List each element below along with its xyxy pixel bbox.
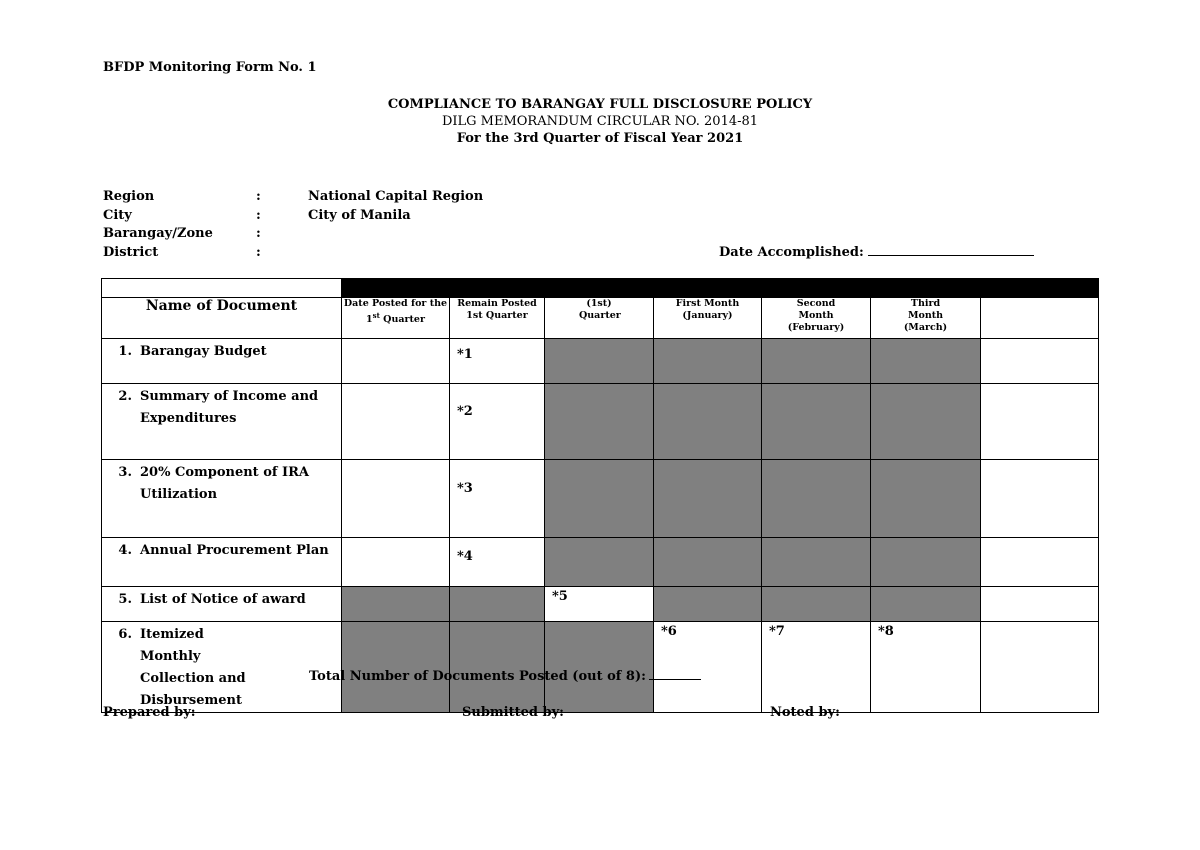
third-month-header: Third Month (March) — [871, 298, 981, 339]
cell[interactable] — [342, 384, 450, 460]
date-posted-header: Date Posted for the 1st Quarter — [342, 298, 450, 339]
table-row — [102, 538, 1099, 587]
name-of-document-header: Name of Document — [102, 298, 342, 339]
cell[interactable] — [981, 460, 1099, 538]
shaded-cell — [762, 460, 871, 538]
cell[interactable] — [342, 538, 450, 587]
date-accomplished-label: Date Accomplished: — [719, 245, 864, 260]
noted-by: Noted by: — [770, 705, 840, 720]
total-line[interactable] — [649, 668, 701, 680]
colon: : — [256, 207, 261, 223]
table-row — [102, 460, 1099, 538]
region-label: Region — [103, 189, 155, 204]
shaded-cell — [762, 339, 871, 384]
shaded-cell — [654, 538, 762, 587]
header-bar-black — [342, 279, 1099, 298]
quarter-header: (1st) Quarter — [545, 298, 654, 339]
shaded-cell — [342, 622, 450, 713]
shaded-cell — [762, 538, 871, 587]
shaded-cell — [871, 384, 981, 460]
cell-mark[interactable]: *7 — [762, 622, 871, 713]
district-value — [308, 244, 608, 263]
table-row — [102, 622, 1099, 713]
cell-mark[interactable]: *3 — [450, 460, 545, 538]
city-row — [103, 207, 608, 226]
cell-mark[interactable]: *8 — [871, 622, 981, 713]
table-row — [102, 587, 1099, 622]
table-row — [102, 384, 1099, 460]
shaded-cell — [871, 587, 981, 622]
barangay-label: Barangay/Zone — [103, 226, 213, 241]
table-row — [102, 339, 1099, 384]
document-name: 4. Annual Procurement Plan — [102, 538, 342, 587]
cell[interactable] — [981, 538, 1099, 587]
date-accomplished — [719, 244, 1034, 260]
shaded-cell — [545, 622, 654, 713]
region-row — [103, 188, 608, 207]
city-value: City of Manila — [308, 207, 411, 223]
document-name: 2. Summary of Income and Expenditures — [102, 384, 342, 460]
cell[interactable] — [981, 587, 1099, 622]
city-label: City — [103, 207, 132, 223]
shaded-cell — [871, 538, 981, 587]
cell[interactable] — [342, 460, 450, 538]
shaded-cell — [871, 339, 981, 384]
cell[interactable] — [981, 384, 1099, 460]
cell-mark[interactable]: *4 — [450, 538, 545, 587]
shaded-cell — [545, 460, 654, 538]
colon: : — [256, 189, 261, 204]
shaded-cell — [762, 587, 871, 622]
header-row — [102, 298, 1099, 339]
header-bar-blank — [102, 279, 342, 298]
first-month-header: First Month (January) — [654, 298, 762, 339]
total-label: Total Number of Documents Posted (out of 8): — [309, 669, 646, 684]
shaded-cell — [654, 339, 762, 384]
cell-mark[interactable]: *1 — [450, 339, 545, 384]
district-row — [103, 244, 608, 263]
shaded-cell — [545, 384, 654, 460]
document-name: 5. List of Notice of award — [102, 587, 342, 622]
shaded-cell — [871, 460, 981, 538]
second-month-header: Second Month (February) — [762, 298, 871, 339]
shaded-cell — [545, 339, 654, 384]
title-block — [0, 96, 1200, 147]
barangay-row — [103, 225, 608, 244]
compliance-table — [101, 278, 1099, 713]
cell-mark[interactable]: *2 — [450, 384, 545, 460]
date-accomplished-line[interactable] — [868, 244, 1034, 256]
document-name: 1. Barangay Budget — [102, 339, 342, 384]
shaded-cell — [450, 587, 545, 622]
region-value: National Capital Region — [308, 189, 484, 204]
form-number: BFDP Monitoring Form No. 1 — [103, 60, 317, 75]
shaded-cell — [342, 587, 450, 622]
total-documents — [309, 668, 701, 684]
shaded-cell — [654, 460, 762, 538]
district-label: District — [103, 244, 159, 260]
remain-posted-header: Remain Posted 1st Quarter — [450, 298, 545, 339]
barangay-value — [308, 225, 608, 244]
cell-mark[interactable]: *6 — [654, 622, 762, 713]
cell[interactable] — [981, 339, 1099, 384]
header-bar — [102, 279, 1099, 298]
colon: : — [256, 226, 261, 241]
cell-mark[interactable]: *5 — [545, 587, 654, 622]
document-name: 3. 20% Component of IRA Utilization — [102, 460, 342, 538]
shaded-cell — [654, 587, 762, 622]
memo-circular: DILG MEMORANDUM CIRCULAR NO. 2014-81 — [441, 114, 759, 129]
shaded-cell — [450, 622, 545, 713]
document-name: 6. Itemized Monthly Collection and Disbursement — [102, 622, 342, 713]
colon: : — [256, 244, 261, 260]
shaded-cell — [654, 384, 762, 460]
cell[interactable] — [342, 339, 450, 384]
blank-header — [981, 298, 1099, 339]
submitted-by: Submitted by: — [462, 705, 564, 720]
main-title: COMPLIANCE TO BARANGAY FULL DISCLOSURE POLICY — [387, 97, 813, 112]
shaded-cell — [545, 538, 654, 587]
prepared-by: Prepared by: — [103, 705, 196, 720]
shaded-cell — [762, 384, 871, 460]
location-info — [103, 188, 608, 262]
period-subtitle: For the 3rd Quarter of Fiscal Year 2021 — [456, 131, 744, 146]
cell[interactable] — [981, 622, 1099, 713]
